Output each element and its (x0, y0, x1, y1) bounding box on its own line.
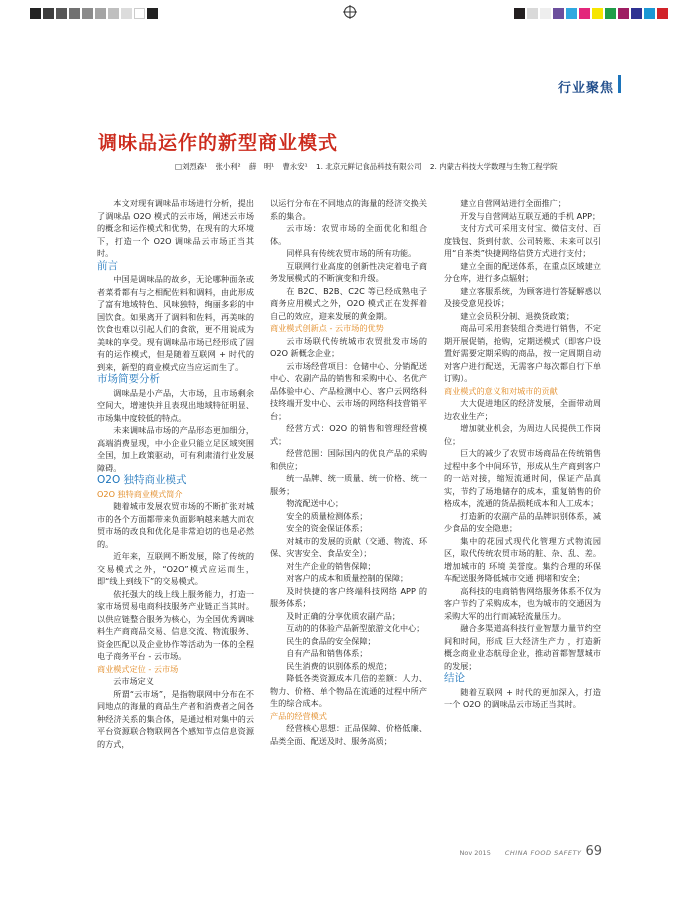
color-calibration-bar-right (514, 8, 670, 19)
body-paragraph: 集中的花园式现代化管理方式物流园区，取代传统农贸市场的脏、杂、乱、差。增加城市的 环境 美誉度。集约合理的环保车配送服务降低城市交通 拥堵和安全； (444, 535, 601, 583)
calibration-swatch (95, 8, 106, 19)
body-paragraph: 所谓“云市场”，是指物联网中分布在不同地点的海量的商品生产者和消费者之间各种经济关系的集合体，是通过相对集中的云平台资源联合物联网各个感知节点信息资源的方式， (97, 688, 254, 749)
body-paragraph: 云市场：农贸市场的全面优化和组合体。 (270, 223, 427, 246)
body-paragraph: 自有产品和销售体系； (286, 648, 368, 658)
body-paragraph: 调味品是小产品，大市场，且市场剩余空间大，增速快并且表现出地域特征明显、市场集中度较低的特点。 (97, 387, 254, 423)
calibration-swatch (657, 8, 668, 19)
body-paragraph: 以运行分布在不同地点的海量的经济交换关系的集合。 (270, 198, 427, 221)
section-heading: 前言 (97, 259, 118, 272)
subsection-heading: 商业模式的意义和对城市的贡献 (444, 385, 558, 396)
column-1 (97, 197, 254, 750)
section-heading: O2O 独特商业模式 (97, 474, 187, 486)
calibration-swatch (553, 8, 564, 19)
issue-date: Nov 2015 (459, 849, 491, 857)
subsection-heading: O2O 独特商业模式简介 (97, 488, 183, 499)
subsection-heading: 产品的经营模式 (270, 710, 327, 721)
author-name: 曹永安¹ (282, 162, 308, 171)
body-paragraph: 开发与自营网站互联互通的手机 APP； (460, 210, 601, 221)
column-3 (444, 197, 601, 711)
calibration-swatch (121, 8, 132, 19)
body-paragraph: 互动的的体验产品新型旅游文化中心； (286, 623, 425, 633)
body-paragraph: 融合多渠道高科技行业智慧力量节约空间和时间，形成 巨大经济生产力 ，打造新概念商业业态航母企业，推动首都智慧城市的发展； (444, 623, 601, 671)
author-name: 张小利² (215, 162, 241, 171)
affiliation: 1. 北京元鲜记食品科技有限公司 (315, 162, 422, 171)
body-paragraph: 对生产企业的销售保障； (286, 560, 376, 571)
body-paragraph: 物流配送中心； (286, 498, 344, 508)
calibration-swatch (579, 8, 590, 19)
body-paragraph: 大大促进地区的经济发展，全面带动周边农业生产； (444, 398, 601, 421)
body-paragraph: 安全的资金保证体系； (286, 523, 368, 533)
body-paragraph: 互联网行业高度的创新性决定着电子商务发展模式的不断演变和升级。 (270, 260, 427, 283)
body-paragraph: 建立自营网站进行全面推广； (460, 198, 566, 208)
calibration-swatch (644, 8, 655, 19)
section-heading: 市场简要分析 (97, 373, 160, 385)
body-paragraph: 经营方式：O2O 的销售和管理经营模式； (270, 423, 427, 446)
section-heading: 结论 (444, 672, 465, 684)
body-paragraph: 民生的食品的安全保障； (286, 635, 376, 646)
author-name: 薛 明¹ (248, 162, 275, 171)
author-line (175, 161, 625, 172)
calibration-swatch (108, 8, 119, 19)
body-paragraph: 建立客服系统，为顾客进行答疑解惑以及接受意见投诉； (444, 285, 601, 308)
color-calibration-bar-left (30, 8, 160, 19)
section-tag-bar (618, 75, 621, 93)
calibration-swatch (134, 8, 145, 19)
calibration-swatch (527, 8, 538, 19)
body-paragraph: 经营核心思想：正品保障、价格低廉、品类全面、配送及时、服务高质； (270, 723, 427, 746)
body-paragraph: 巨大的减少了农贸市场商品在传统销售过程中多个中间环节，形成从生产商到客户的一站对接，缩短流通时间，保证产品真实，节约了场地储存的成本，重复销售的价格成本，流通的货品损耗成本和人工成本； (444, 448, 601, 508)
body-paragraph: 近年来，互联网不断发展，除了传统的交易模式之外，“O2O”模式应运而生，即“线上到线下”的交易模式。 (97, 551, 254, 586)
calibration-swatch (147, 8, 158, 19)
calibration-swatch (514, 8, 525, 19)
body-paragraph: 对客户的成本和质量控制的保障； (286, 573, 409, 583)
registration-mark-icon (343, 5, 357, 19)
subsection-heading: 商业模式定位 - 云市场 (97, 663, 179, 674)
calibration-swatch (69, 8, 80, 19)
section-tag: 行业聚焦 (557, 81, 614, 96)
body-paragraph: 同样具有传统农贸市场的所有功能。 (286, 248, 417, 258)
article-body (97, 197, 607, 837)
body-paragraph: 及时快捷的客户终端科技网络 APP 的服务体系； (270, 585, 427, 608)
body-paragraph: 统一品牌、统一质量、统一价格、统一服务； (270, 473, 427, 496)
calibration-swatch (540, 8, 551, 19)
article-title: 调味品运作的新型商业模式 (98, 132, 339, 154)
body-paragraph: 随着城市发展农贸市场的不断扩张对城市的各个方面都带来负面影响越来越大而农贸市场的改良和优化是非常迫切的也是必然的。 (97, 501, 254, 549)
calibration-swatch (618, 8, 629, 19)
calibration-swatch (82, 8, 93, 19)
body-paragraph: 商品可采用套装组合类进行销售，不定期开展促销，抢购，定期送模式（即客户设置好需要定期采购的商品，按一定周期自动对客户进行配送，无需客户每次都自行下单订购）。 (444, 323, 601, 383)
body-paragraph: 安全的质量检测体系； (286, 510, 368, 521)
body-paragraph: 增加就业机会，为周边人民提供工作岗位； (444, 423, 601, 446)
body-paragraph: 经营范围：国际国内的优良产品的采购和供应； (270, 448, 427, 471)
calibration-swatch (43, 8, 54, 19)
magazine-name: CHINA FOOD SAFETY (504, 849, 582, 857)
body-paragraph: 及时正确的分享优质农副产品； (286, 610, 401, 621)
body-paragraph: 随着互联网 + 时代的更加深入，打造一个 O2O 的调味品云市场正当其时。 (444, 686, 601, 709)
body-paragraph: 降低各类资源成本几倍的差额：人力、物力、价格、单个物品在流通的过程中所产生的综合成本。 (270, 673, 427, 708)
body-paragraph: 中国是调味品的故乡，无论哪种面条或者菜肴都有与之相配佐料和调料，由此形成了富有地域特色、风味独特，绚丽多彩的中国饮食。如果离开了调料和佐料，再美味的饮食也难以引起人们的食欲，更不用说成为美味的享受。现有调味品市场已经形成了固有的运作模式，但是随着互联网 + 时代的到来，新型的商业模式应当应运而生了。 (97, 274, 254, 372)
subsection-heading: 商业模式创新点 - 云市场的优势 (270, 323, 384, 333)
body-paragraph: 在 B2C、B2B、C2C 等已经成熟电子商务应用模式之外，O2O 模式正在发挥着自己的效应，迎来发展的黄金期。 (270, 285, 427, 321)
body-paragraph: 云市场定义 (113, 676, 154, 686)
calibration-swatch (592, 8, 603, 19)
body-paragraph: 依托强大的线上线上服务能力，打造一家市场贸易电商科技服务产业链正当其时。以供应链整合服务为核心，为全国优秀调味料生产商商品交易、信息交流、物流服务、资金匹配以及企业协作等活动为一体的全程电子商务平台 - 云市场。 (97, 588, 254, 661)
page-footer (460, 844, 602, 859)
body-paragraph: 云市场经营项目：仓储中心、分销配送中心、农副产品的销售和采购中心、名优产品体验中心、产品检测中心、客户云网络科技终端开发中心、云市场的网络科技营销平台； (270, 360, 427, 421)
body-paragraph: 支付方式可采用支付宝、微信支付、百度钱包、货到付款、公司转账、未来可以引用“自茶类”快捷网络信贷方式进行支付； (444, 223, 601, 258)
calibration-swatch (56, 8, 67, 19)
body-paragraph: 未来调味品市场的产品形态更加细分，高端消费显现，中小企业只能立足区域突围全国，加上政策驱动，可有利肃清行业发展障碍。 (97, 425, 254, 473)
body-paragraph: 建立全面的配送体系，在重点区域建立分仓库，进行多点辐射； (444, 260, 601, 283)
calibration-swatch (605, 8, 616, 19)
body-paragraph: 本文对现有调味品市场进行分析，提出了调味品 O2O 模式的云市场，阐述云市场的概念和运作模式和优势，在现有的大环境下，打造一个 O2O 调味品云市场正当其时。 (97, 198, 254, 258)
calibration-swatch (566, 8, 577, 19)
body-paragraph: 高科技的电商销售网络服务体系不仅为客户节约了采购成本，也为城市的交通因为采购大军的出行而减轻流量压力。 (444, 585, 601, 621)
body-paragraph: 建立会员积分制、退换货政策； (460, 310, 575, 321)
body-paragraph: 打造新的农副产品的品牌识别体系，减少食品的安全隐患； (444, 510, 601, 533)
calibration-swatch (30, 8, 41, 19)
body-paragraph: 民生消费的识别体系的规范； (286, 660, 392, 671)
author-name: □刘烈森¹ (175, 162, 208, 171)
page-number: 69 (585, 844, 602, 859)
column-2 (270, 197, 427, 747)
body-paragraph: 对城市的发展的贡献（交通、物流、环保、灾害安全、食品安全）； (270, 535, 427, 558)
calibration-swatch (631, 8, 642, 19)
body-paragraph: 云市场联代传统城市农贸批发市场的 O2O 新概念企业； (270, 335, 427, 358)
affiliation: 2. 内蒙古科技大学数理与生物工程学院 (429, 162, 558, 171)
